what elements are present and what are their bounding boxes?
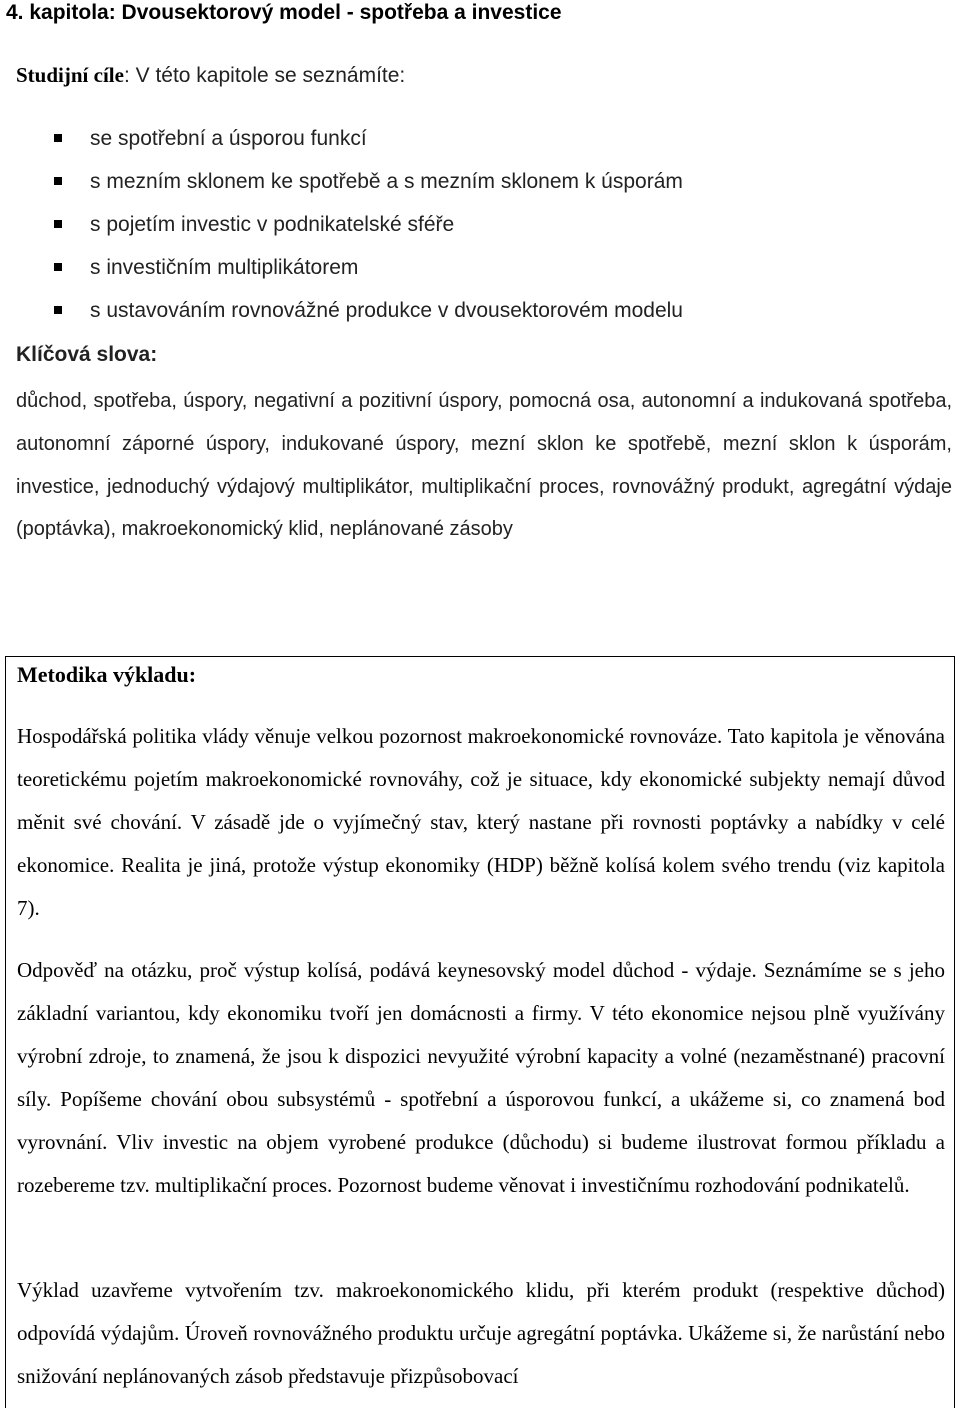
list-item bbox=[54, 296, 683, 339]
study-goals-line bbox=[16, 62, 405, 89]
keywords-text: důchod, spotřeba, úspory, negativní a pozitivní úspory, pomocná osa, autonomní a indukovaná spotřeba, autonomní záporné úspory, indukované úspory, mezní sklon ke spotřebě, mezní sklon k úsporám, investice, jednoduchý výdajový multiplikátor, multiplikační proces, rovnovážný produkt, agregátní výdaje (poptávka), makroekonomický klid, neplánované zásoby bbox=[16, 390, 952, 541]
list-item-text: se spotřební a úsporou funkcí bbox=[90, 127, 367, 150]
square-bullet-icon bbox=[54, 134, 62, 142]
methodology-box bbox=[5, 656, 955, 1408]
study-goals-label: Studijní cíle bbox=[16, 63, 124, 87]
list-item-text: s investičním multiplikátorem bbox=[90, 256, 359, 279]
list-item bbox=[54, 124, 683, 167]
list-item-text: s pojetím investic v podnikatelské sféře bbox=[90, 213, 455, 236]
square-bullet-icon bbox=[54, 220, 62, 228]
list-item bbox=[54, 167, 683, 210]
list-item-text: s ustavováním rovnovážné produkce v dvousektorovém modelu bbox=[90, 299, 683, 322]
study-goals-intro: : V této kapitole se seznámíte: bbox=[123, 64, 406, 87]
methodology-title: Metodika výkladu: bbox=[17, 662, 197, 687]
methodology-paragraph-2: Odpověď na otázku, proč výstup kolísá, podává keynesovský model důchod - výdaje. Seznámíme se s jeho základní variantou, kdy ekonomiku tvoří jen domácnosti a firmy. V této ekonomice nejsou plně využívány výrobní zdroje, to znamená, že jsou k dispozici nevyužité výrobní kapacity a volné (nezaměstnané) pracovní síly. Popíšeme chování obou subsystémů - spotřební a úsporovou funkcí, a ukážeme si, co znamená bod vyrovnání. Vliv investic na objem vyrobené produkce (důchodu) si budeme ilustrovat formou příkladu a rozebereme tzv. multiplikační proces. Pozornost budeme věnovat i investičnímu rozhodování podnikatelů. bbox=[17, 958, 945, 1197]
chapter-title: 4. kapitola: Dvousektorový model - spotřeba a investice bbox=[6, 1, 562, 24]
list-item bbox=[54, 210, 683, 253]
study-goals-list bbox=[54, 124, 683, 339]
methodology-paragraph-3: Výklad uzavřeme vytvořením tzv. makroekonomického klidu, při kterém produkt (respektive důchod) odpovídá výdajům. Úroveň rovnovážného produktu určuje agregátní poptávka. Ukážeme si, že narůstání nebo snižování neplánovaných zásob představuje přizpůsobovací bbox=[17, 1278, 945, 1388]
square-bullet-icon bbox=[54, 263, 62, 271]
square-bullet-icon bbox=[54, 177, 62, 185]
square-bullet-icon bbox=[54, 306, 62, 314]
list-item-text: s mezním sklonem ke spotřebě a s mezním sklonem k úsporám bbox=[90, 170, 683, 193]
list-item bbox=[54, 253, 683, 296]
keywords-label: Klíčová slova: bbox=[16, 343, 158, 366]
methodology-paragraph-1: Hospodářská politika vlády věnuje velkou pozornost makroekonomické rovnováze. Tato kapitola je věnována teoretickému pojetím makroekonomické rovnováhy, což je situace, kdy ekonomické subjekty nemají důvod měnit své chování. V zásadě jde o vyjímečný stav, který nastane při rovnosti poptávky a nabídky v celé ekonomice. Realita je jiná, protože výstup ekonomiky (HDP) běžně kolísá kolem svého trendu (viz kapitola 7). bbox=[17, 724, 945, 920]
